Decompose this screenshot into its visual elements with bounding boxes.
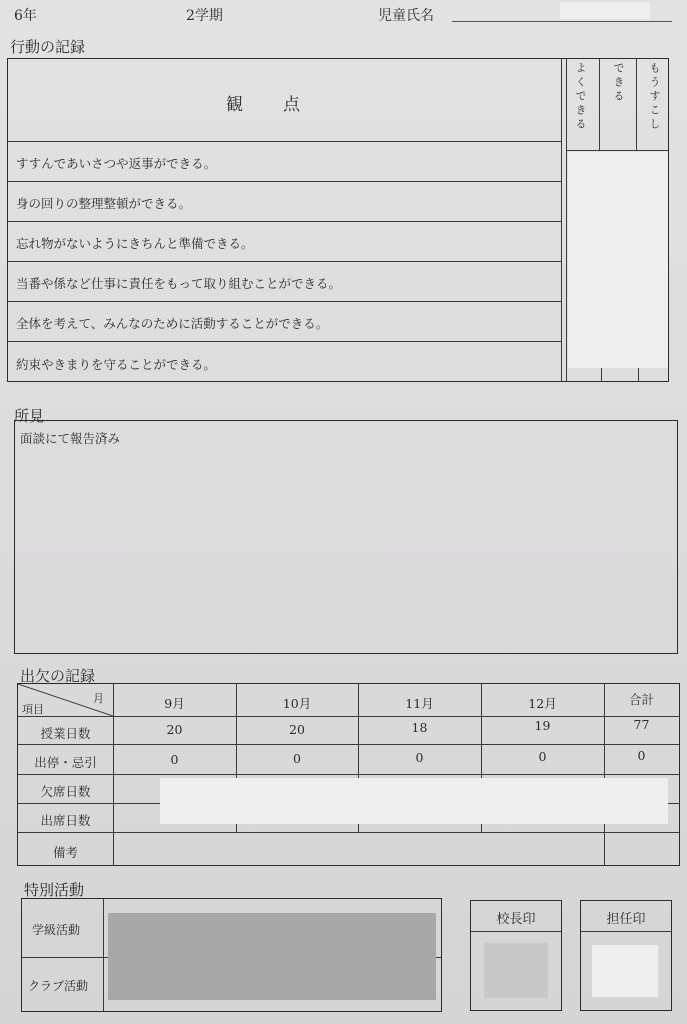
attendance-value: 20 [166, 722, 183, 737]
month-header: 10月 [282, 696, 312, 711]
name-redaction [560, 2, 650, 19]
rating-col-divider-1 [599, 59, 600, 151]
teacher-stamp-area [592, 945, 658, 997]
attendance-value: 20 [289, 722, 305, 737]
row-divider [8, 261, 561, 262]
special-row-label: クラブ活動 [28, 979, 89, 993]
behavior-item: 約束やきまりを守ることができる。 [16, 357, 217, 372]
student-name-line [452, 21, 672, 22]
attendance-row-divider [18, 744, 679, 745]
behavior-item: 忘れ物がないようにきちんと準備できる。 [16, 236, 254, 251]
attendance-value: 77 [633, 717, 650, 732]
behavior-item: 全体を考えて、みんなのために活動することができる。 [16, 316, 329, 331]
student-name-label: 児童氏名 [378, 8, 434, 24]
row-divider [8, 181, 561, 182]
behavior-header-divider [8, 141, 561, 142]
remarks-box [14, 420, 678, 654]
viewpoint-rating-divider-2 [566, 59, 567, 381]
teacher-stamp-label: 担任印 [606, 912, 646, 927]
attendance-value: 0 [538, 749, 547, 764]
attendance-row-divider [18, 716, 679, 717]
attendance-value: 0 [170, 752, 179, 767]
rating-col-excellent: よくできる [574, 62, 587, 132]
attendance-row-divider [18, 774, 679, 775]
row-divider [8, 221, 561, 222]
rating-col-divider-2 [636, 59, 637, 151]
special-col-divider [103, 899, 104, 1011]
rating-col-needs-work: もうすこし [648, 62, 661, 132]
row-divider [8, 341, 561, 342]
behavior-item: 当番や係など仕事に責任をもって取り組むことができる。 [16, 276, 342, 291]
attendance-value: 0 [637, 748, 646, 763]
row-label: 備考 [52, 845, 78, 860]
remarks-text: 面談にて報告済み [20, 431, 121, 446]
grade-label: 6年 [14, 8, 37, 24]
corner-month-label: 月 [93, 692, 104, 705]
viewpoint-header: 観 点 [226, 95, 302, 115]
attendance-redaction [160, 778, 668, 824]
rating-header-divider [566, 150, 668, 151]
behavior-item: 身の回りの整理整頓ができる。 [16, 196, 192, 211]
rating-col-stub-2 [638, 368, 639, 381]
principal-stamp-label: 校長印 [496, 912, 536, 927]
special-row-label: 学級活動 [32, 923, 81, 937]
behavior-item: すすんであいさつや返事ができる。 [16, 156, 217, 171]
term-label: 2学期 [186, 8, 223, 24]
attendance-section-title: 出欠の記録 [20, 667, 96, 685]
attendance-value: 19 [534, 718, 551, 733]
special-section-title: 特別活動 [24, 881, 85, 899]
month-header: 9月 [164, 696, 185, 711]
teacher-stamp-divider [581, 931, 671, 932]
attendance-row-divider [18, 832, 679, 833]
remarks-section-title: 所見 [14, 407, 45, 425]
behavior-section-title: 行動の記録 [10, 38, 86, 56]
month-header: 12月 [528, 696, 557, 711]
corner-item-label: 項目 [22, 703, 44, 716]
attendance-value: 18 [411, 720, 428, 735]
row-divider [8, 301, 561, 302]
rating-col-stub-1 [601, 368, 602, 381]
row-label: 出停・忌引 [34, 755, 97, 770]
principal-stamp-divider [471, 931, 561, 932]
attendance-value: 0 [293, 751, 301, 766]
ratings-redaction [568, 152, 668, 368]
viewpoint-rating-divider [561, 59, 562, 381]
attendance-value: 0 [415, 750, 424, 765]
special-activities-redaction [108, 913, 436, 1000]
row-label: 欠席日数 [40, 784, 91, 799]
row-label: 授業日数 [40, 726, 91, 741]
month-header-total: 合計 [628, 692, 654, 707]
month-header: 11月 [405, 696, 434, 711]
rating-col-good: できる [612, 62, 625, 104]
principal-stamp-area [484, 943, 548, 998]
row-label: 出席日数 [40, 813, 91, 828]
